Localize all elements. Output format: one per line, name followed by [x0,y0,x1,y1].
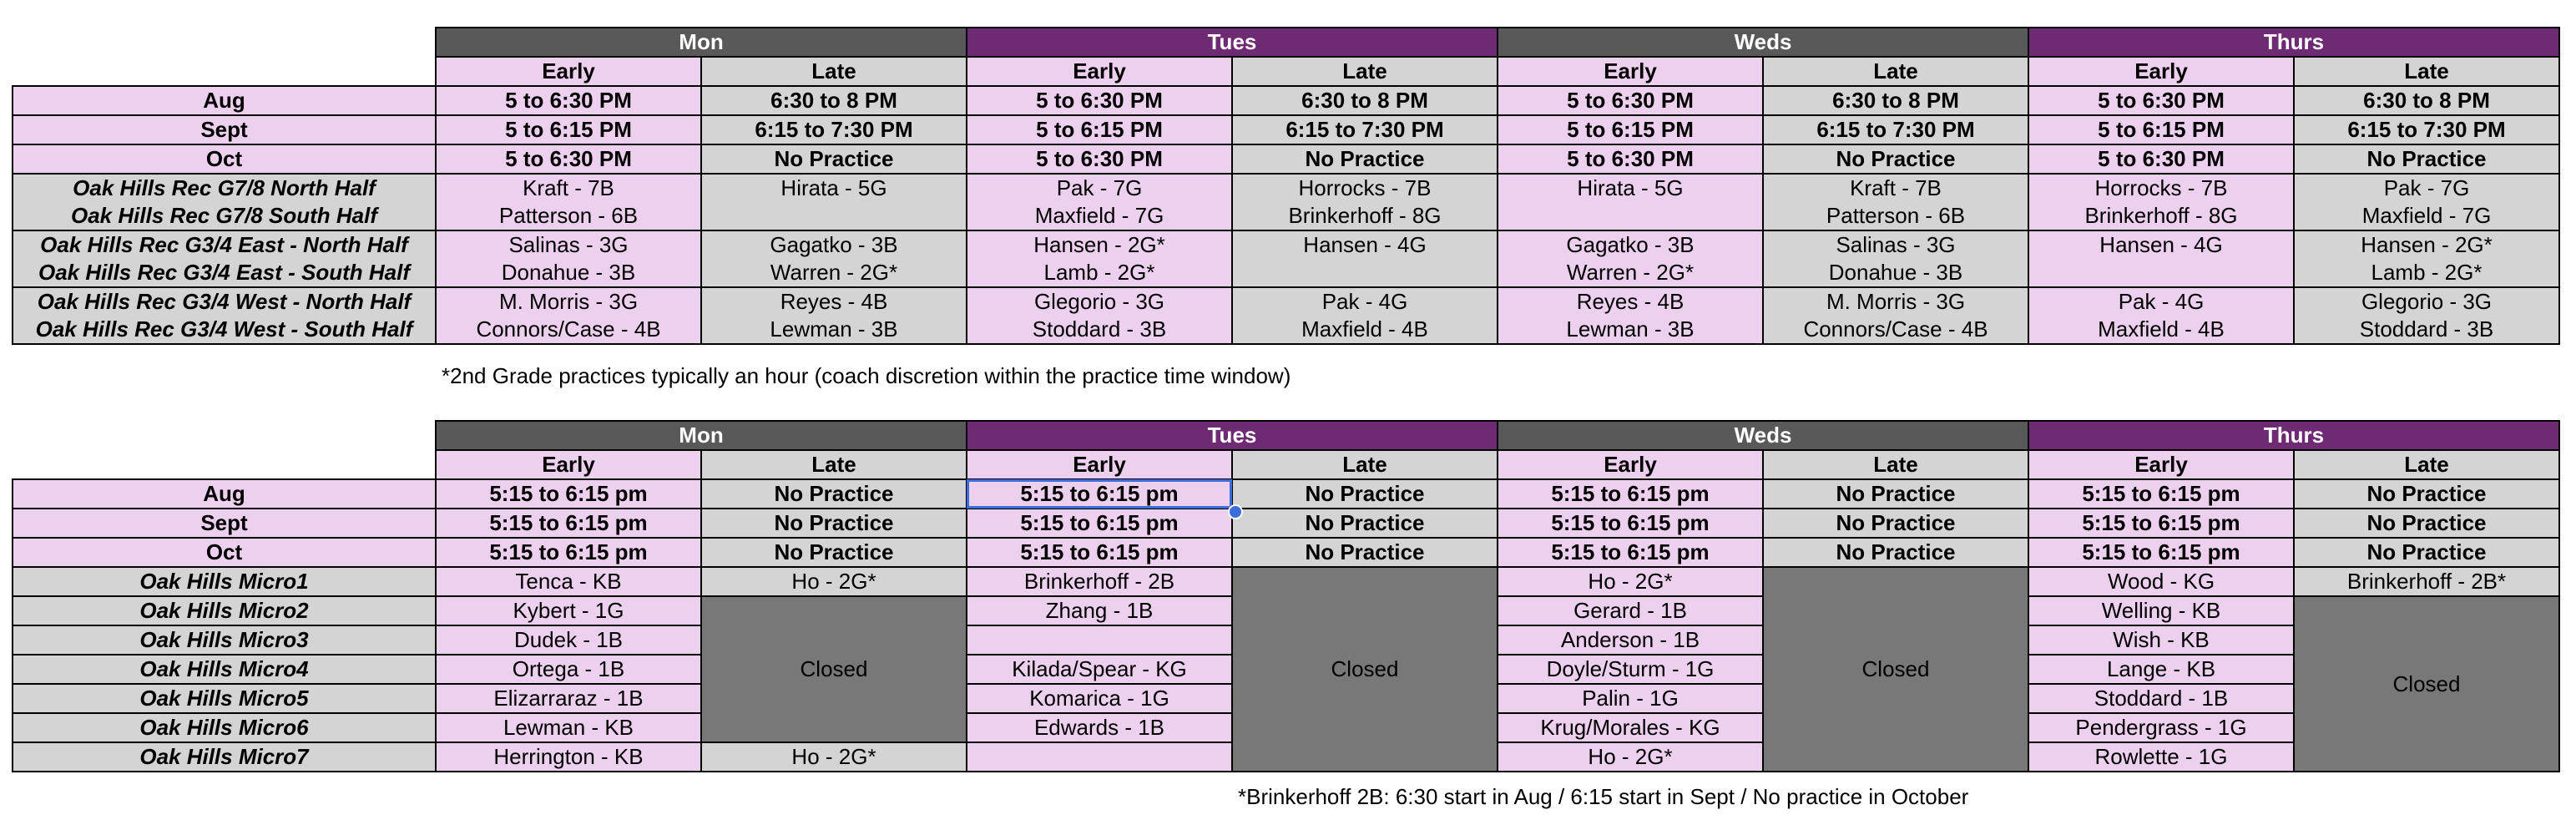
assignment-cell[interactable]: Salinas - 3G [1763,230,2028,259]
assignment-cell[interactable]: Krug/Morales - KG [1498,713,1763,742]
assignment-cell[interactable]: Patterson - 6B [436,202,701,230]
slot-header-tues-late[interactable]: Late [1232,450,1498,479]
schedule-table-micro [12,420,2560,772]
time-cell[interactable]: No Practice [2294,479,2559,509]
assignment-cell[interactable]: Palin - 1G [1498,684,1763,713]
field-label[interactable]: Oak Hills Rec G7/8 South Half [13,202,436,230]
assignment-cell[interactable]: Kilada/Spear - KG [967,655,1232,684]
assignment-cell[interactable]: Lamb - 2G* [967,259,1232,287]
slot-header-thurs-early[interactable]: Early [2028,57,2294,86]
assignment-cell[interactable]: Gerard - 1B [1498,596,1763,625]
field-row [13,174,2559,202]
month-row [13,144,2559,174]
assignment-cell[interactable]: Patterson - 6B [1763,202,2028,230]
time-cell[interactable]: 5:15 to 6:15 pm [436,538,701,567]
assignment-cell[interactable]: Glegorio - 3G [967,287,1232,316]
time-cell[interactable]: 5 to 6:30 PM [436,86,701,115]
assignment-cell[interactable]: Donahue - 3B [436,259,701,287]
assignment-cell[interactable]: Brinkerhoff - 2B* [2294,567,2559,596]
slot-header-thurs-late[interactable]: Late [2294,450,2559,479]
month-label-oct[interactable]: Oct [13,144,436,174]
time-cell[interactable]: 5 to 6:30 PM [1498,144,1763,174]
time-cell[interactable]: 6:30 to 8 PM [701,86,967,115]
time-cell[interactable]: 6:15 to 7:30 PM [2294,115,2559,144]
assignment-cell[interactable]: Salinas - 3G [436,230,701,259]
assignment-cell[interactable]: Lewman - KB [436,713,701,742]
field-label[interactable]: Oak Hills Rec G3/4 West - South Half [13,316,436,344]
slot-header-thurs-late[interactable]: Late [2294,57,2559,86]
day-header-weds[interactable]: Weds [1498,28,2028,57]
assignment-cell[interactable]: Wood - KG [2028,567,2294,596]
time-cell[interactable]: 5:15 to 6:15 pm [1498,509,1763,538]
field-row [13,202,2559,230]
assignment-cell[interactable]: Stoddard - 1B [2028,684,2294,713]
slot-header-weds-late[interactable]: Late [1763,450,2028,479]
time-cell[interactable]: 5 to 6:15 PM [2028,115,2294,144]
time-cell[interactable]: 5:15 to 6:15 pm [1498,538,1763,567]
assignment-cell[interactable]: Anderson - 1B [1498,625,1763,655]
t1-corner-2 [13,57,436,86]
assignment-cell[interactable] [1232,259,1498,287]
time-cell[interactable]: No Practice [1763,509,2028,538]
time-cell[interactable]: 5 to 6:30 PM [2028,86,2294,115]
time-cell[interactable]: No Practice [2294,538,2559,567]
t2-slot-header-row [13,450,2559,479]
month-label-sept[interactable]: Sept [13,509,436,538]
assignment-cell[interactable]: Lewman - 3B [1498,316,1763,344]
time-cell[interactable]: 5 to 6:15 PM [1498,115,1763,144]
assignment-cell[interactable]: Zhang - 1B [967,596,1232,625]
assignment-cell[interactable]: Lewman - 3B [701,316,967,344]
selection-fill-handle[interactable] [1228,504,1243,519]
field-row [13,259,2559,287]
t1-slot-header-row [13,57,2559,86]
assignment-cell[interactable] [967,742,1232,772]
assignment-cell[interactable]: Kybert - 1G [436,596,701,625]
time-cell[interactable]: 6:15 to 7:30 PM [1763,115,2028,144]
field-label[interactable]: Oak Hills Rec G3/4 East - North Half [13,230,436,259]
field-label[interactable]: Oak Hills Rec G7/8 North Half [13,174,436,202]
assignment-cell[interactable]: Hirata - 5G [1498,174,1763,202]
assignment-cell[interactable]: Herrington - KB [436,742,701,772]
assignment-cell[interactable]: Hansen - 2G* [2294,230,2559,259]
slot-header-mon-late[interactable]: Late [701,450,967,479]
assignment-cell[interactable]: Pak - 7G [967,174,1232,202]
field-row [13,316,2559,344]
t2-day-header-row [13,421,2559,450]
micro-field-label[interactable]: Oak Hills Micro5 [13,684,436,713]
assignment-cell[interactable]: Pendergrass - 1G [2028,713,2294,742]
assignment-cell[interactable]: Reyes - 4B [701,287,967,316]
assignment-cell[interactable]: Pak - 4G [1232,287,1498,316]
time-cell[interactable]: 5:15 to 6:15 pm [1498,479,1763,509]
time-cell[interactable]: 5 to 6:30 PM [967,144,1232,174]
slot-header-mon-early[interactable]: Early [436,450,701,479]
month-label-aug[interactable]: Aug [13,479,436,509]
assignment-cell[interactable]: Pak - 7G [2294,174,2559,202]
slot-header-tues-early[interactable]: Early [967,57,1232,86]
time-cell[interactable]: No Practice [701,538,967,567]
assignment-cell[interactable]: Elizarraraz - 1B [436,684,701,713]
month-label-sept[interactable]: Sept [13,115,436,144]
slot-header-weds-late[interactable]: Late [1763,57,2028,86]
assignment-cell[interactable]: Dudek - 1B [436,625,701,655]
assignment-cell[interactable]: Tenca - KB [436,567,701,596]
assignment-cell[interactable]: Connors/Case - 4B [436,316,701,344]
assignment-cell[interactable]: Edwards - 1B [967,713,1232,742]
micro-row [13,567,2559,596]
time-cell[interactable]: 5:15 to 6:15 pm [436,509,701,538]
day-header-thurs[interactable]: Thurs [2028,28,2559,57]
field-label[interactable]: Oak Hills Rec G3/4 East - South Half [13,259,436,287]
assignment-cell[interactable]: Donahue - 3B [1763,259,2028,287]
assignment-cell[interactable]: Maxfield - 7G [2294,202,2559,230]
time-cell[interactable]: 5 to 6:30 PM [436,144,701,174]
assignment-cell[interactable]: Maxfield - 7G [967,202,1232,230]
grade2-footnote: *2nd Grade practices typically an hour (coach discretion within the practice time window) [442,363,1291,388]
assignment-cell[interactable]: Ortega - 1B [436,655,701,684]
time-cell[interactable]: 5:15 to 6:15 pm [436,479,701,509]
assignment-cell[interactable]: Rowlette - 1G [2028,742,2294,772]
day-header-mon[interactable]: Mon [436,28,967,57]
assignment-cell[interactable]: Kraft - 7B [436,174,701,202]
assignment-cell[interactable]: Wish - KB [2028,625,2294,655]
month-row [13,115,2559,144]
month-label-aug[interactable]: Aug [13,86,436,115]
micro-field-label[interactable]: Oak Hills Micro1 [13,567,436,596]
assignment-cell[interactable] [967,625,1232,655]
micro-field-label[interactable]: Oak Hills Micro7 [13,742,436,772]
assignment-cell[interactable]: Gagatko - 3B [701,230,967,259]
micro-field-label[interactable]: Oak Hills Micro4 [13,655,436,684]
time-cell[interactable]: 6:30 to 8 PM [1763,86,2028,115]
day-header-weds[interactable]: Weds [1498,421,2028,450]
time-cell[interactable]: No Practice [1232,509,1498,538]
field-label[interactable]: Oak Hills Rec G3/4 West - North Half [13,287,436,316]
assignment-cell[interactable]: Horrocks - 7B [1232,174,1498,202]
assignment-cell[interactable]: Horrocks - 7B [2028,174,2294,202]
assignment-cell[interactable]: Warren - 2G* [701,259,967,287]
time-cell[interactable]: No Practice [2294,509,2559,538]
assignment-cell[interactable]: Hansen - 4G [1232,230,1498,259]
month-row [13,538,2559,567]
time-cell[interactable]: No Practice [1232,479,1498,509]
time-cell[interactable]: 6:15 to 7:30 PM [701,115,967,144]
assignment-cell[interactable]: Lange - KB [2028,655,2294,684]
assignment-cell[interactable]: Kraft - 7B [1763,174,2028,202]
slot-header-tues-late[interactable]: Late [1232,57,1498,86]
time-cell[interactable]: 5:15 to 6:15 pm [2028,479,2294,509]
slot-header-weds-early[interactable]: Early [1498,57,1763,86]
time-cell[interactable]: 6:30 to 8 PM [1232,86,1498,115]
time-cell[interactable]: No Practice [1763,144,2028,174]
brinkerhoff-footnote: *Brinkerhoff 2B: 6:30 start in Aug / 6:15 start in Sept / No practice in October [1238,784,1969,809]
assignment-cell[interactable]: Hirata - 5G [701,174,967,202]
assignment-cell[interactable]: Ho - 2G* [1498,742,1763,772]
field-row [13,287,2559,316]
time-cell[interactable]: No Practice [1232,144,1498,174]
month-row [13,509,2559,538]
time-cell[interactable]: 5 to 6:15 PM [967,115,1232,144]
time-cell[interactable]: 5 to 6:30 PM [2028,144,2294,174]
assignment-cell[interactable]: Maxfield - 4B [2028,316,2294,344]
assignment-cell[interactable]: Komarica - 1G [967,684,1232,713]
assignment-cell[interactable]: Lamb - 2G* [2294,259,2559,287]
assignment-cell[interactable]: Welling - KB [2028,596,2294,625]
slot-header-mon-early[interactable]: Early [436,57,701,86]
assignment-cell[interactable]: Gagatko - 3B [1498,230,1763,259]
assignment-cell[interactable]: Maxfield - 4B [1232,316,1498,344]
assignment-cell[interactable]: Ho - 2G* [1498,567,1763,596]
assignment-cell[interactable]: Ho - 2G* [701,742,967,772]
assignment-cell[interactable]: Brinkerhoff - 2B [967,567,1232,596]
assignment-cell[interactable]: M. Morris - 3G [436,287,701,316]
assignment-cell[interactable]: Stoddard - 3B [967,316,1232,344]
slot-header-tues-early[interactable]: Early [967,450,1232,479]
assignment-cell[interactable]: Pak - 4G [2028,287,2294,316]
assignment-cell[interactable]: Ho - 2G* [701,567,967,596]
closed-block-weds: Closed [1763,567,2028,772]
time-cell[interactable]: 6:15 to 7:30 PM [1232,115,1498,144]
slot-header-weds-early[interactable]: Early [1498,450,1763,479]
month-label-oct[interactable]: Oct [13,538,436,567]
assignment-cell[interactable] [1498,202,1763,230]
assignment-cell[interactable]: Stoddard - 3B [2294,316,2559,344]
time-cell[interactable]: No Practice [1232,538,1498,567]
time-cell[interactable]: 5 to 6:30 PM [1498,86,1763,115]
time-cell[interactable]: 5:15 to 6:15 pm [967,509,1232,538]
closed-block-thurs: Closed [2294,596,2559,772]
assignment-cell[interactable]: Brinkerhoff - 8G [1232,202,1498,230]
time-cell[interactable]: No Practice [701,144,967,174]
slot-header-mon-late[interactable]: Late [701,57,967,86]
time-cell[interactable]: No Practice [1763,538,2028,567]
slot-header-thurs-early[interactable]: Early [2028,450,2294,479]
time-cell[interactable]: 6:30 to 8 PM [2294,86,2559,115]
assignment-cell[interactable]: Reyes - 4B [1498,287,1763,316]
schedule-table-rec [12,27,2560,345]
time-cell[interactable]: No Practice [701,509,967,538]
closed-block-mon: Closed [701,596,967,742]
t2-corner-2 [13,450,436,479]
assignment-cell[interactable]: Doyle/Sturm - 1G [1498,655,1763,684]
assignment-cell[interactable]: Brinkerhoff - 8G [2028,202,2294,230]
time-cell[interactable]: 5 to 6:15 PM [436,115,701,144]
t1-corner [13,28,436,57]
assignment-cell[interactable]: Hansen - 2G* [967,230,1232,259]
day-header-thurs[interactable]: Thurs [2028,421,2559,450]
time-cell[interactable]: 5:15 to 6:15 pm [967,479,1232,509]
day-header-mon[interactable]: Mon [436,421,967,450]
time-cell[interactable]: 5:15 to 6:15 pm [967,538,1232,567]
day-header-tues[interactable]: Tues [967,28,1498,57]
micro-field-label[interactable]: Oak Hills Micro6 [13,713,436,742]
time-cell[interactable]: 5:15 to 6:15 pm [2028,538,2294,567]
assignment-cell[interactable]: Glegorio - 3G [2294,287,2559,316]
month-row [13,86,2559,115]
assignment-cell[interactable]: Hansen - 4G [2028,230,2294,259]
time-cell[interactable]: No Practice [2294,144,2559,174]
time-cell[interactable]: 5:15 to 6:15 pm [2028,509,2294,538]
assignment-cell[interactable]: Connors/Case - 4B [1763,316,2028,344]
assignment-cell[interactable]: Warren - 2G* [1498,259,1763,287]
t1-day-header-row [13,28,2559,57]
time-cell[interactable]: 5 to 6:30 PM [967,86,1232,115]
micro-field-label[interactable]: Oak Hills Micro2 [13,596,436,625]
assignment-cell[interactable] [701,202,967,230]
assignment-cell[interactable] [2028,259,2294,287]
time-cell[interactable]: No Practice [701,479,967,509]
closed-block-tues: Closed [1232,567,1498,772]
day-header-tues[interactable]: Tues [967,421,1498,450]
field-row [13,230,2559,259]
t2-corner [13,421,436,450]
month-row [13,479,2559,509]
micro-field-label[interactable]: Oak Hills Micro3 [13,625,436,655]
time-cell[interactable]: No Practice [1763,479,2028,509]
assignment-cell[interactable]: M. Morris - 3G [1763,287,2028,316]
